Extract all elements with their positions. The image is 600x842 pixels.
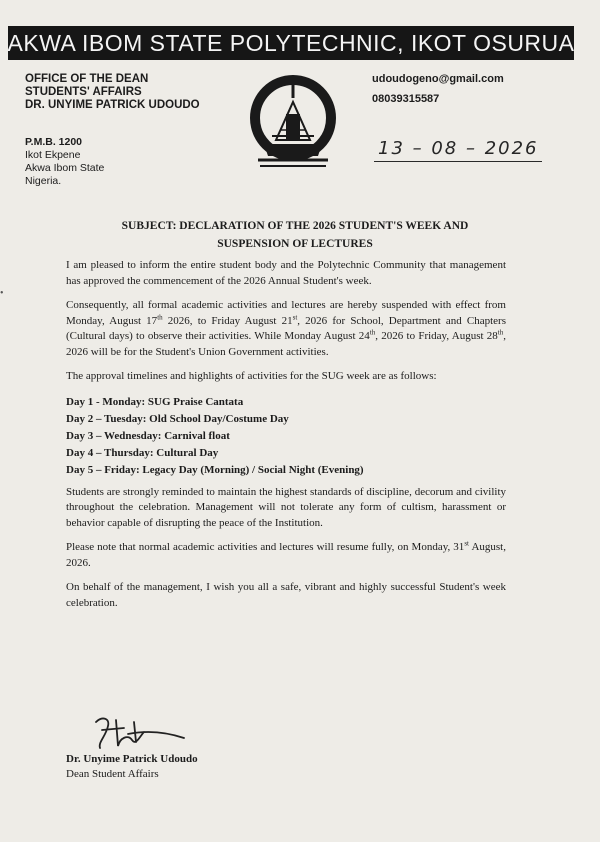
resume-text: Please note that normal academic activities and lectures will resume fully, on Monday, 31 xyxy=(66,541,465,553)
subject-heading xyxy=(60,217,530,253)
suspension-text: 2026, to Friday August 21 xyxy=(162,314,293,327)
timeline-intro: The approval timelines and highlights of activities for the SUG week are as follows: xyxy=(66,370,437,382)
office-line: STUDENTS' AFFAIRS xyxy=(25,86,142,98)
handwritten-date: 13 – 08 – 2026 xyxy=(378,138,539,159)
email-address: udoudogeno@gmail.com xyxy=(372,73,504,85)
ordinal-suffix: st xyxy=(464,539,469,548)
ordinal-suffix: th xyxy=(497,328,504,337)
ordinal-suffix: th xyxy=(157,312,163,321)
suspension-text: Consequently, all formal academic activities and lectures are hereby suspended with effect from Monday, August 17 xyxy=(66,299,506,327)
suspension-text: , 2026 will be for the Student's Union Government activities. xyxy=(66,330,506,358)
closing-paragraph: On behalf of the management, I wish you all a safe, vibrant and highly successful Student's week celebration. xyxy=(66,581,506,609)
ordinal-suffix: th xyxy=(369,328,376,337)
address-line: P.M.B. 1200 xyxy=(25,136,83,148)
schedule-day: Day 2 – Tuesday: Old School Day/Costume Day xyxy=(66,412,289,425)
polytechnic-crest-icon xyxy=(246,74,340,172)
schedule-day: Day 3 – Wednesday: Carnival float xyxy=(66,429,230,442)
activity-schedule xyxy=(66,394,506,479)
margin-mark: • xyxy=(0,288,4,299)
signatory-name: Dr. Unyime Patrick Udoudo xyxy=(66,753,198,765)
conduct-paragraph: Students are strongly reminded to maintain the highest standards of discipline, decorum and civility throughout the celebration. Management will not tolerate any form of cultism, harassment or behavior capable of disrupting the peace of the Institution. xyxy=(66,485,506,529)
suspension-paragraph xyxy=(66,298,506,360)
suspension-text: , 2026 to Friday, August 28 xyxy=(375,330,498,342)
intro-paragraph: I am pleased to inform the entire student body and the Polytechnic Community that management has approved the commencement of the 2026 Annual Student's week. xyxy=(66,259,506,287)
suspension-text: , 2026 for School, Department and Chapters (Cultural days) to observe their activities. While Monday August 24 xyxy=(66,314,506,342)
signatory-title: Dean Student Affairs xyxy=(66,768,159,780)
signatory-block xyxy=(66,752,198,782)
subject-line: SUBJECT: DECLARATION OF THE 2026 STUDENT'S WEEK AND xyxy=(121,220,469,232)
resume-paragraph xyxy=(66,540,506,571)
office-line: OFFICE OF THE DEAN xyxy=(25,73,149,85)
institution-banner xyxy=(8,26,574,60)
address-line: Ikot Ekpene xyxy=(25,149,81,161)
schedule-day: Day 5 – Friday: Legacy Day (Morning) / Social Night (Evening) xyxy=(66,463,364,476)
schedule-day: Day 4 – Thursday: Cultural Day xyxy=(66,446,219,459)
postal-address xyxy=(25,136,104,188)
signature-icon xyxy=(88,712,188,752)
office-line: DR. UNYIME PATRICK UDOUDO xyxy=(25,99,200,111)
subject-line: SUSPENSION OF LECTURES xyxy=(217,238,373,250)
resume-text: August, 2026. xyxy=(66,541,506,569)
schedule-day: Day 1 - Monday: SUG Praise Cantata xyxy=(66,395,244,408)
ordinal-suffix: st xyxy=(292,312,298,321)
address-line: Nigeria. xyxy=(25,175,62,187)
date-underline xyxy=(374,161,542,162)
institution-name: AKWA IBOM STATE POLYTECHNIC, IKOT OSURUA xyxy=(8,29,574,56)
contact-block xyxy=(372,69,504,109)
letter-body xyxy=(66,258,506,620)
office-block xyxy=(25,73,200,112)
address-line: Akwa Ibom State xyxy=(25,162,105,174)
phone-number: 08039315587 xyxy=(372,93,440,105)
